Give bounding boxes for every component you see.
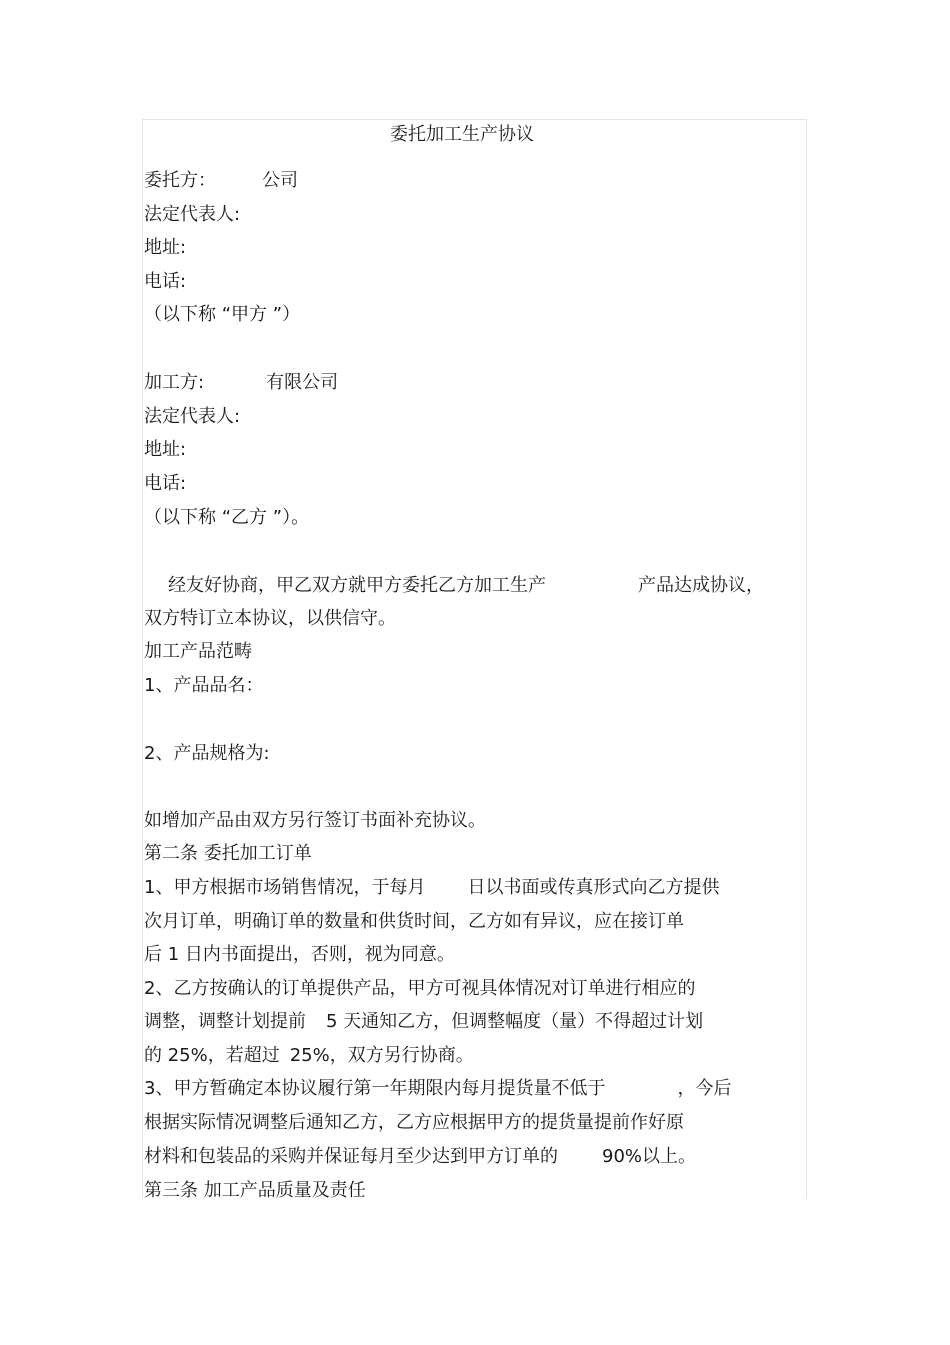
- article-2-p1-text-a: 1、甲方根据市场销售情况，于每月: [144, 877, 426, 898]
- article-2-p1-text-b: 日以书面或传真形式向乙方提供: [467, 877, 720, 898]
- intro-text-a: 经友好协商，甲乙双方就甲方委托乙方加工生产: [168, 575, 546, 596]
- article-2-p2-text-a: 调整，调整计划提前: [144, 1011, 306, 1032]
- article-2-p1-line-3: 后 1 日内书面提出，否则，视为同意。: [144, 944, 455, 965]
- intro-line-2: 双方特订立本协议，以供信守。: [144, 608, 396, 629]
- scope-note: 如增加产品由双方另行签订书面补充协议。: [144, 810, 486, 831]
- article-2-p3-line-3: [144, 1140, 696, 1174]
- scope-heading: 加工产品范畴: [144, 641, 252, 662]
- article-2-p1-line-2: 次月订单，明确订单的数量和供货时间，乙方如有异议，应在接订单: [144, 911, 684, 932]
- intro-line-1: [168, 569, 764, 603]
- article-2-p3-text-a: 3、甲方暂确定本协议履行第一年期限内每月提货量不低于: [144, 1078, 606, 1099]
- article-2-p2-line-1: 2、乙方按确认的订单提供产品，甲方可视具体情况对订单进行相应的: [144, 978, 696, 999]
- party-a-label: 委托方：: [144, 170, 216, 191]
- party-b-address: 地址:: [144, 439, 187, 460]
- party-b-alias: （以下称 “乙方 ”）。: [144, 507, 310, 528]
- article-2-p3-text-b: ，今后: [677, 1078, 732, 1099]
- party-a-address: 地址:: [144, 237, 187, 258]
- party-a-alias: （以下称 “甲方 ”）: [144, 304, 301, 325]
- article-2-p3-text-c: 材料和包装品的采购并保证每月至少达到甲方订单的: [144, 1146, 558, 1167]
- article-2-p2-text-b: 5 天通知乙方，但调整幅度（量）不得超过计划: [326, 1011, 704, 1032]
- party-b-label: 加工方:: [144, 372, 205, 393]
- scope-item-2: 2、产品规格为:: [144, 743, 270, 764]
- article-2-p1-line-1: [144, 871, 719, 905]
- party-a-rep: 法定代表人:: [144, 204, 241, 225]
- intro-text-b: 产品达成协议，: [638, 575, 764, 596]
- party-b-rep: 法定代表人:: [144, 406, 241, 427]
- party-a-name: 公司: [262, 170, 298, 191]
- article-2-heading: 第二条 委托加工订单: [144, 843, 312, 864]
- article-2-p2-text-c: 的 25%，若超过: [144, 1045, 280, 1066]
- article-2-p2-line-3: [144, 1039, 474, 1073]
- article-2-p3-line-2: 根据实际情况调整后通知乙方，乙方应根据甲方的提货量提前作好原: [144, 1112, 684, 1133]
- document-title: 委托加工生产协议: [390, 124, 534, 145]
- party-a-phone: 电话:: [144, 271, 187, 292]
- party-b-phone: 电话:: [144, 473, 187, 494]
- scope-item-1: 1、产品品名：: [144, 675, 264, 696]
- party-b-label-line: [144, 366, 338, 400]
- article-3-heading: 第三条 加工产品质量及责任: [144, 1180, 366, 1201]
- article-2-p2-text-d: 25%，双方另行协商。: [289, 1045, 474, 1066]
- article-2-p2-line-2: [144, 1005, 703, 1039]
- article-2-p3-text-d: 90%以上。: [602, 1146, 697, 1167]
- party-b-name: 有限公司: [266, 372, 339, 393]
- article-2-p3-line-1: [144, 1072, 731, 1106]
- party-a-label-line: [144, 164, 298, 198]
